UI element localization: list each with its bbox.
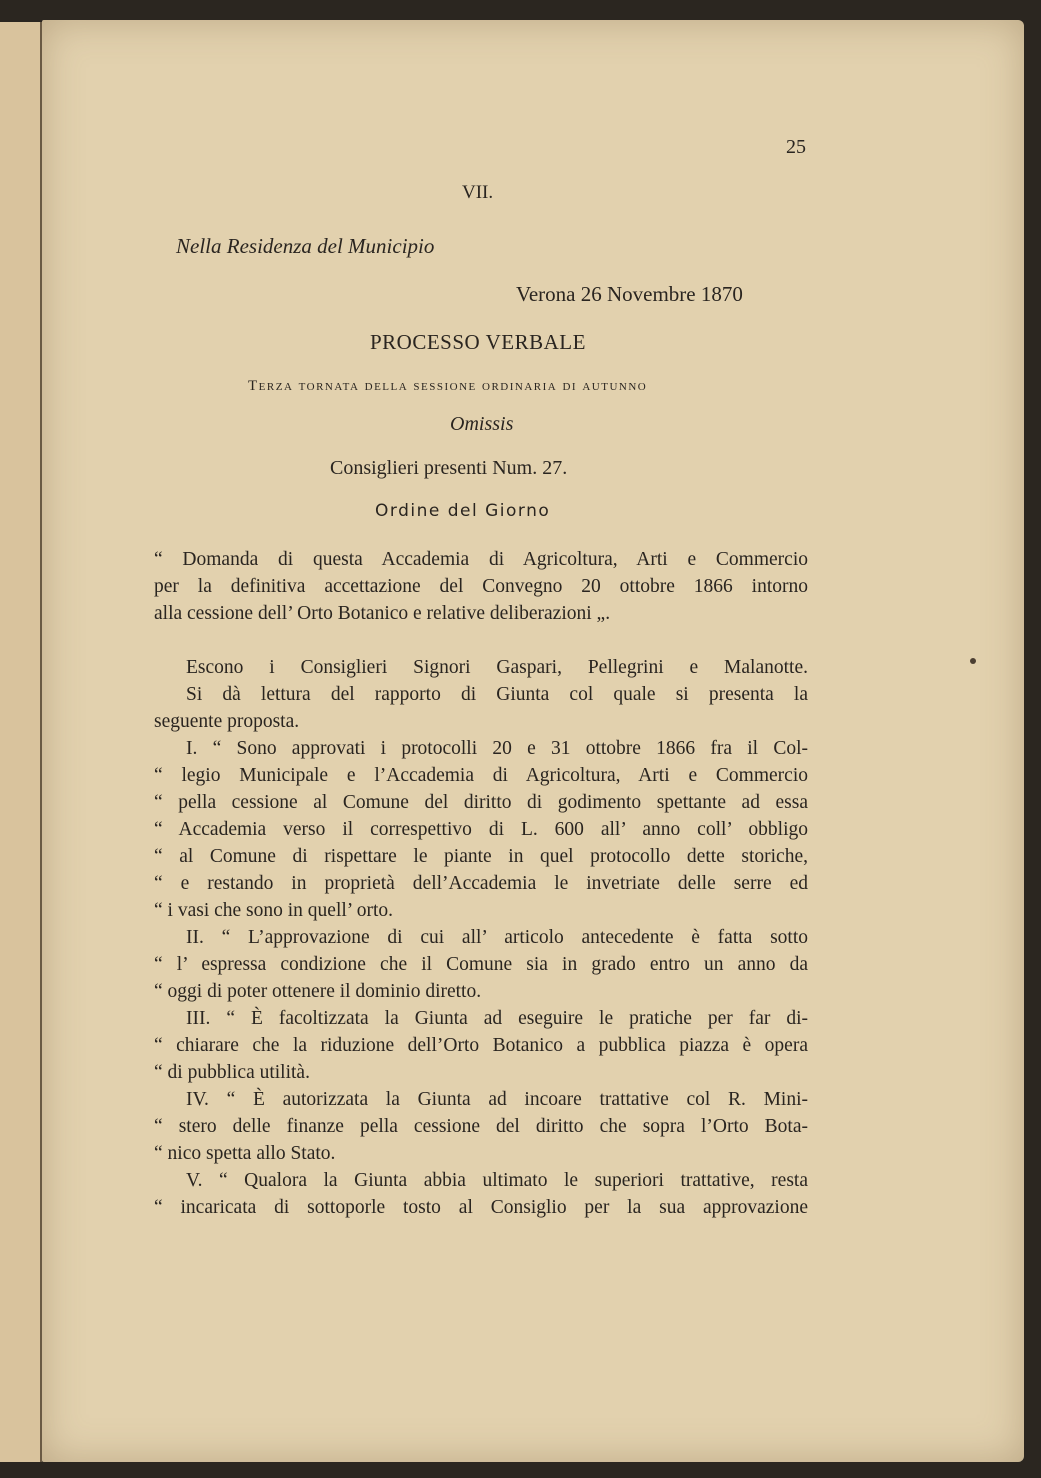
text-line: seguente proposta. — [154, 711, 300, 732]
adjacent-page-edge — [0, 22, 42, 1462]
text-line: III. “ È facoltizzata la Giunta ad eseguire le pratiche per far di- — [186, 1008, 808, 1029]
document-title: PROCESSO VERBALE — [370, 330, 586, 354]
text-line: “ pella cessione al Comune del diritto di godimento spettante ad essa — [154, 792, 808, 813]
omissis-note: Omissis — [450, 413, 514, 435]
text-line: “ di pubblica utilità. — [154, 1062, 310, 1083]
text-line: IV. “ È autorizzata la Giunta ad incoare trattative col R. Mini- — [186, 1089, 808, 1110]
text-line: “ e restando in proprietà dell’Accademia le invetriate delle serre ed — [154, 873, 808, 894]
text-line: “ incaricata di sottoporle tosto al Consiglio per la sua approvazione — [154, 1197, 808, 1218]
location-heading: Nella Residenza del Municipio — [176, 234, 435, 258]
page-number: 25 — [786, 136, 806, 158]
text-line: “ oggi di poter ottenere il dominio diretto. — [154, 981, 482, 1002]
section-number: VII. — [462, 182, 494, 203]
text-line: Si dà lettura del rapporto di Giunta col quale si presenta la — [186, 684, 808, 705]
agenda-heading: Ordine del Giorno — [375, 501, 551, 521]
text-line: V. “ Qualora la Giunta abbia ultimato le superiori trattative, resta — [186, 1170, 808, 1191]
text-line: alla cessione dell’ Orto Botanico e relative deliberazioni „. — [154, 603, 611, 624]
text-line: per la definitiva accettazione del Convegno 20 ottobre 1866 intorno — [154, 576, 808, 597]
text-line: “ al Comune di rispettare le piante in quel protocollo dette storiche, — [154, 846, 808, 867]
text-line: II. “ L’approvazione di cui all’ articolo antecedente è fatta sotto — [186, 927, 808, 948]
text-line: “ legio Municipale e l’Accademia di Agricoltura, Arti e Commercio — [154, 765, 808, 786]
paper-speck — [970, 658, 976, 664]
text-line: “ Accademia verso il correspettivo di L. 600 all’ anno coll’ obbligo — [154, 819, 808, 840]
text-line: “ nico spetta allo Stato. — [154, 1143, 336, 1164]
text-line: “ chiarare che la riduzione dell’Orto Botanico a pubblica piazza è opera — [154, 1035, 808, 1056]
date-line: Verona 26 Novembre 1870 — [516, 282, 743, 306]
text-line: “ stero delle finanze pella cessione del diritto che sopra l’Orto Bota- — [154, 1116, 808, 1137]
document-page — [42, 20, 1024, 1462]
session-subtitle: Terza tornata della sessione ordinaria di autunno — [248, 378, 648, 394]
text-line: “ l’ espressa condizione che il Comune sia in grado entro un anno da — [154, 954, 808, 975]
text-line: “ Domanda di questa Accademia di Agricoltura, Arti e Commercio — [154, 549, 808, 570]
text-line: Escono i Consiglieri Signori Gaspari, Pellegrini e Malanotte. — [186, 657, 808, 678]
text-line: “ i vasi che sono in quell’ orto. — [154, 900, 393, 921]
text-line: I. “ Sono approvati i protocolli 20 e 31 ottobre 1866 fra il Col- — [186, 738, 808, 759]
attendance-line: Consiglieri presenti Num. 27. — [330, 457, 568, 479]
